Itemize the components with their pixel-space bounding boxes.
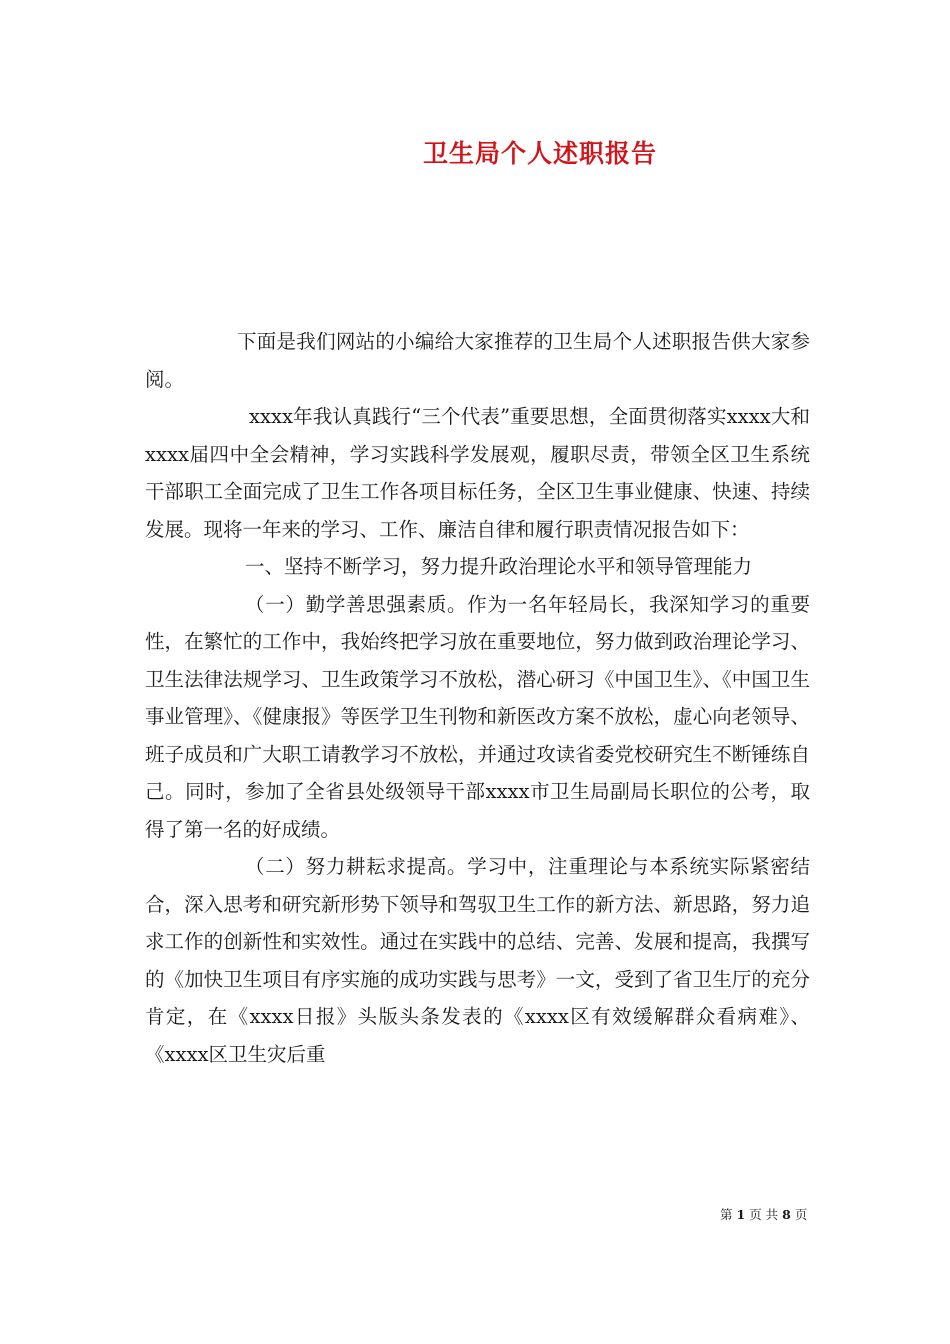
summary-paragraph: xxxx年我认真践行“三个代表”重要思想，全面贯彻落实xxxx大和xxxx届四中全会精神，学习实践科学发展观，履职尽责，带领全区卫生系统干部职工全面完成了卫生工作各项目标任务，全区卫生事业健康、快速、持续发展。现将一年来的学习、工作、廉洁自律和履行职责情况报告如下：	[145, 405, 810, 541]
section-heading-1: 一、坚持不断学习，努力提升政治理论水平和领导管理能力	[245, 555, 753, 578]
page-number-footer	[720, 1205, 807, 1223]
footer-middle: 页 共	[749, 1207, 779, 1222]
intro-paragraph: 下面是我们网站的小编给大家推荐的卫生局个人述职报告供大家参阅。	[145, 330, 810, 391]
footer-total-pages: 8	[782, 1207, 791, 1222]
document-title: 卫生局个人述职报告	[422, 139, 657, 168]
document-body	[145, 323, 810, 1073]
footer-current-page: 1	[736, 1207, 746, 1222]
footer-prefix: 第	[720, 1207, 733, 1222]
subsection-paragraph-1: （一）勤学善思强素质。作为一名年轻局长，我深知学习的重要性，在繁忙的工作中，我始终把学习放在重要地位，努力做到政治理论学习、卫生法律法规学习、卫生政策学习不放松，潜心研习《中国卫生》、《中国卫生事业管理》、《健康报》等医学卫生刊物和新医改方案不放松，虚心向老领导、班子成员和广大职工请教学习不放松，并通过攻读省委党校研究生不断锤练自己。同时，参加了全省县处级领导干部xxxx市卫生局副局长职位的公考，取得了第一名的好成绩。	[145, 592, 810, 841]
footer-suffix: 页	[794, 1207, 808, 1222]
subsection-paragraph-2: （二）努力耕耘求提高。学习中，注重理论与本系统实际紧密结合，深入思考和研究新形势下领导和驾驭卫生工作的新方法、新思路，努力追求工作的创新性和实效性。通过在实践中的总结、完善、发展和提高，我撰写的《加快卫生项目有序实施的成功实践与思考》一文，受到了省卫生厅的充分肯定，在《xxxx日报》头版头条发表的《xxxx区有效缓解群众看病难》、《xxxx区卫生灾后重	[145, 855, 810, 1066]
